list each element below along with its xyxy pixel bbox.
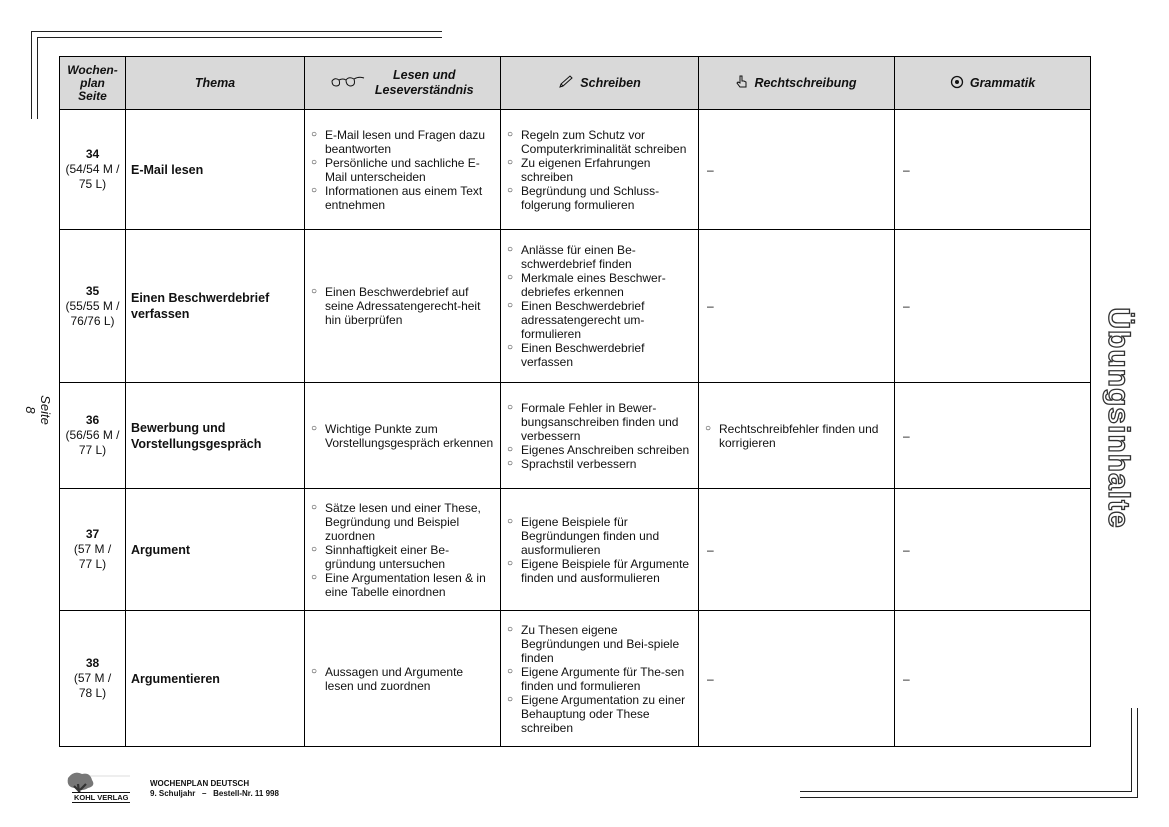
table-row	[60, 110, 1091, 230]
list-item: ○ Zu eigenen Erfahrungen schreiben	[506, 156, 693, 184]
list-item: ○ Aussagen und Argumente lesen und zuordnen	[310, 665, 495, 693]
frame-top-outer	[31, 31, 442, 32]
footer-order-number: 9. Schuljahr – Bestell-Nr. 11 998	[150, 789, 279, 798]
list-item: ○ Persönliche und sachliche E-Mail unterscheiden	[310, 156, 495, 184]
header-writing-label: Schreiben	[580, 75, 641, 90]
list-item: ○ Zu Thesen eigene Begründungen und Bei-spiele finden	[506, 623, 693, 665]
grammar-cell: –	[895, 383, 1091, 489]
frame-right-outer	[1137, 708, 1138, 798]
frame-right-inner	[1131, 708, 1132, 792]
spelling-cell: –	[699, 489, 895, 611]
header-reading-line1: Lesen und	[392, 68, 456, 82]
spelling-cell: –	[699, 611, 895, 747]
list-item: ○ Eine Argumentation lesen & in eine Tabelle einordnen	[310, 571, 495, 599]
list-item: ○ Eigene Argumentation zu einer Behauptung oder These schreiben	[506, 693, 693, 735]
spelling-cell: –	[699, 110, 895, 230]
page-number: 38	[85, 656, 100, 670]
header-reading	[305, 57, 501, 110]
writing-cell	[501, 383, 699, 489]
reading-cell	[305, 611, 501, 747]
frame-left-outer	[31, 31, 32, 119]
list-item: ○ Einen Beschwerdebrief auf seine Adressatengerecht-heit hin überprüfen	[310, 285, 495, 327]
page-ref-line2: 76/76 L)	[70, 313, 115, 328]
page-cell	[60, 110, 126, 230]
list-item: ○ E-Mail lesen und Fragen dazu beantworten	[310, 128, 495, 156]
list-item: ○ Wichtige Punkte zum Vorstellungsgespräch erkennen	[310, 422, 495, 450]
theme-cell	[126, 110, 305, 230]
page-ref-line1: (54/54 M /	[65, 162, 120, 176]
reading-cell	[305, 383, 501, 489]
grammar-cell: –	[895, 489, 1091, 611]
publisher-logo	[60, 770, 140, 806]
page-cell	[60, 383, 126, 489]
footer-title: WOCHENPLAN DEUTSCH	[150, 779, 250, 788]
table-row	[60, 489, 1091, 611]
page-ref-line2: 78 L)	[78, 686, 107, 700]
page-cell	[60, 611, 126, 747]
reading-cell	[305, 230, 501, 383]
target-circle-icon	[950, 75, 964, 92]
theme-cell	[126, 611, 305, 747]
hand-pointer-icon	[736, 75, 748, 92]
header-page	[60, 57, 126, 110]
list-item: ○ Eigene Beispiele für Begründungen finden und ausformulieren	[506, 515, 693, 557]
writing-cell	[501, 489, 699, 611]
page-number: 36	[85, 413, 100, 427]
list-item: ○ Sprachstil verbessern	[506, 457, 693, 471]
page-cell	[60, 230, 126, 383]
list-item: ○ Einen Beschwerdebrief adressatengerecht um-formulieren	[506, 299, 693, 341]
theme-line1: Argumentieren	[131, 671, 220, 686]
list-item: ○ Informationen aus einem Text entnehmen	[310, 184, 495, 212]
frame-bottom-inner	[800, 791, 1132, 792]
list-item: ○ Sinnhaftigkeit einer Be-gründung untersuchen	[310, 543, 495, 571]
page-ref-line2: 77 L)	[78, 443, 107, 457]
header-reading-line2: Leseverständnis	[374, 83, 474, 97]
frame-bottom-outer	[800, 797, 1138, 798]
table-row	[60, 611, 1091, 747]
theme-line2: Vorstellungsgespräch	[131, 436, 262, 451]
page-cell	[60, 489, 126, 611]
theme-cell	[126, 489, 305, 611]
list-item: ○ Eigene Beispiele für Argumente finden und ausformulieren	[506, 557, 693, 585]
header-spelling-label: Rechtschreibung	[754, 75, 857, 90]
frame-top-inner	[37, 37, 442, 38]
spelling-cell: –	[699, 230, 895, 383]
theme-line1: Bewerbung und	[131, 420, 226, 435]
list-item: ○ Rechtschreibfehler finden und korrigieren	[704, 422, 889, 450]
frame-left-inner	[37, 37, 38, 119]
logo-text: KOHL VERLAG	[74, 793, 129, 802]
theme-line1: E-Mail lesen	[131, 162, 204, 177]
section-title: Übungsinhalte	[1102, 307, 1135, 529]
header-writing	[501, 57, 699, 110]
page-number: 34	[85, 147, 100, 161]
header-theme: Thema	[126, 57, 305, 110]
grammar-cell: –	[895, 110, 1091, 230]
writing-cell	[501, 230, 699, 383]
writing-cell	[501, 611, 699, 747]
list-item: ○ Einen Beschwerdebrief verfassen	[506, 341, 693, 369]
table-row	[60, 230, 1091, 383]
footer-text	[150, 779, 279, 799]
page-ref-line1: (57 M /	[73, 671, 112, 685]
grammar-cell: –	[895, 611, 1091, 747]
pencil-icon	[558, 75, 574, 92]
header-grammar-label: Grammatik	[969, 75, 1036, 90]
page-number: 35	[85, 283, 100, 298]
reading-cell	[305, 489, 501, 611]
theme-line1: Einen Beschwerdebrief	[131, 291, 270, 305]
theme-line2: verfassen	[131, 307, 190, 321]
header-page-line3: Seite	[78, 88, 107, 103]
header-page-line2: plan	[80, 75, 105, 90]
glasses-icon	[331, 75, 365, 92]
grammar-cell: –	[895, 230, 1091, 383]
page-ref-line1: (56/56 M /	[65, 428, 120, 442]
theme-cell	[126, 230, 305, 383]
theme-line1: Argument	[131, 542, 191, 557]
writing-cell	[501, 110, 699, 230]
theme-cell	[126, 383, 305, 489]
page-number: 37	[85, 527, 100, 541]
list-item: ○ Eigene Argumente für The-sen finden und formulieren	[506, 665, 693, 693]
list-item: ○ Anlässe für einen Be-schwerdebrief finden	[506, 243, 693, 271]
table-header-row	[60, 57, 1091, 110]
header-page-line1: Wochen-	[67, 62, 118, 77]
list-item: ○ Eigenes Anschreiben schreiben	[506, 443, 693, 457]
exercise-table	[59, 56, 1091, 747]
list-item: ○ Sätze lesen und einer These, Begründung und Beispiel zuordnen	[310, 501, 495, 543]
table-row	[60, 383, 1091, 489]
list-item: ○ Regeln zum Schutz vor Computerkriminalität schreiben	[506, 128, 693, 156]
list-item: ○ Merkmale eines Beschwer-debriefes erkennen	[506, 271, 693, 299]
page-ref-line2: 75 L)	[78, 177, 107, 191]
page-number-label: Seite 8	[23, 395, 53, 425]
list-item: ○ Formale Fehler in Bewer-bungsanschreiben finden und verbessern	[506, 401, 693, 443]
reading-cell	[305, 110, 501, 230]
header-grammar	[895, 57, 1091, 110]
list-item: ○ Begründung und Schluss-folgerung formulieren	[506, 184, 693, 212]
page-ref-line1: (57 M /	[73, 542, 112, 556]
page-ref-line2: 77 L)	[78, 557, 107, 571]
spelling-cell	[699, 383, 895, 489]
header-spelling	[699, 57, 895, 110]
page-ref-line1: (55/55 M /	[65, 298, 120, 313]
